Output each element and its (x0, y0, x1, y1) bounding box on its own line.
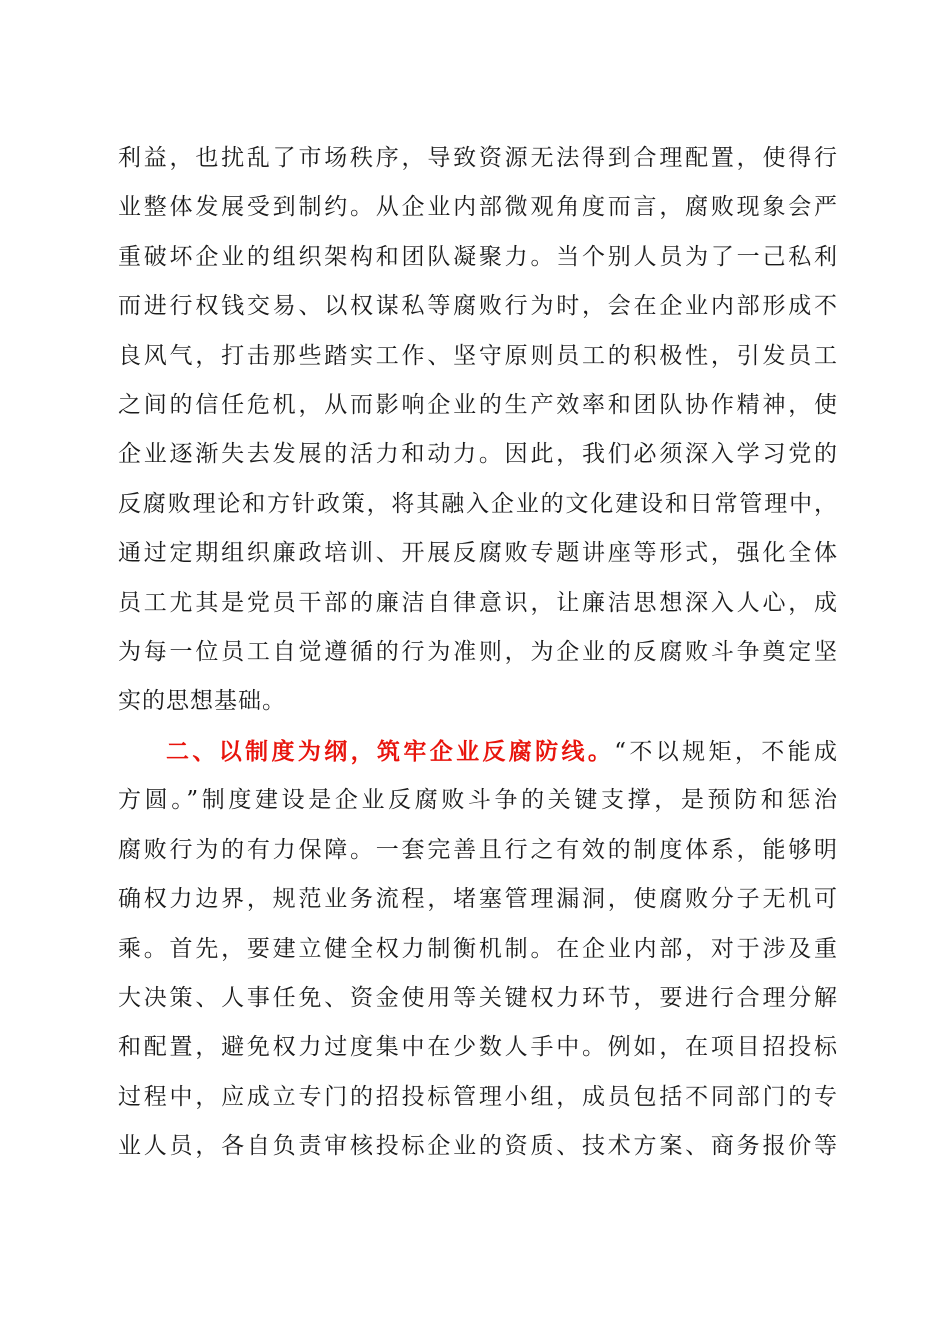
text-line: 过程中，应成立专门的招投标管理小组，成员包括不同部门的专 (118, 1083, 838, 1110)
text-line: 业人员，各自负责审核投标企业的资质、技术方案、商务报价等 (118, 1133, 838, 1160)
text-line: 大决策、人事任免、资金使用等关键权力环节，要进行合理分解 (118, 984, 838, 1011)
text-line: 业整体发展受到制约。从企业内部微观角度而言，腐败现象会严 (118, 194, 838, 221)
text-line: 利益，也扰乱了市场秩序，导致资源无法得到合理配置，使得行 (118, 145, 838, 171)
paragraph-2-first-line (118, 727, 838, 776)
paragraph-2 (118, 727, 838, 1172)
text-line: 员工尤其是党员干部的廉洁自律意识，让廉洁思想深入人心，成 (118, 589, 838, 616)
text-line: 重破坏企业的组织架构和团队凝聚力。当个别人员为了一己私利 (118, 243, 838, 270)
section-heading: 二、以制度为纲，筑牢企业反腐防线。 (166, 738, 615, 765)
paragraph-1 (118, 134, 838, 727)
text-line-rest: “不以规矩，不能成 (614, 739, 838, 765)
text-line: 为每一位员工自觉遵循的行为准则，为企业的反腐败斗争奠定坚 (118, 638, 838, 665)
text-line: 反腐败理论和方针政策，将其融入企业的文化建设和日常管理中， (118, 490, 838, 517)
text-line: 确权力边界，规范业务流程，堵塞管理漏洞，使腐败分子无机可 (118, 886, 838, 913)
text-line: 和配置，避免权力过度集中在少数人手中。例如，在项目招投标 (118, 1034, 838, 1061)
text-line: 实的思想基础。 (118, 688, 286, 715)
text-line: 腐败行为的有力保障。一套完善且行之有效的制度体系，能够明 (118, 836, 838, 863)
text-line: 通过定期组织廉政培训、开展反腐败专题讲座等形式，强化全体 (118, 540, 838, 567)
text-line: 乘。首先，要建立健全权力制衡机制。在企业内部，对于涉及重 (118, 935, 838, 962)
text-line: 良风气，打击那些踏实工作、坚守原则员工的积极性，引发员工 (118, 342, 838, 369)
text-line: 之间的信任危机，从而影响企业的生产效率和团队协作精神，使 (118, 391, 838, 418)
text-line: 而进行权钱交易、以权谋私等腐败行为时，会在企业内部形成不 (118, 293, 838, 320)
text-line: 方圆。”制度建设是企业反腐败斗争的关键支撑，是预防和惩治 (118, 787, 838, 814)
text-line: 企业逐渐失去发展的活力和动力。因此，我们必须深入学习党的 (118, 441, 838, 468)
